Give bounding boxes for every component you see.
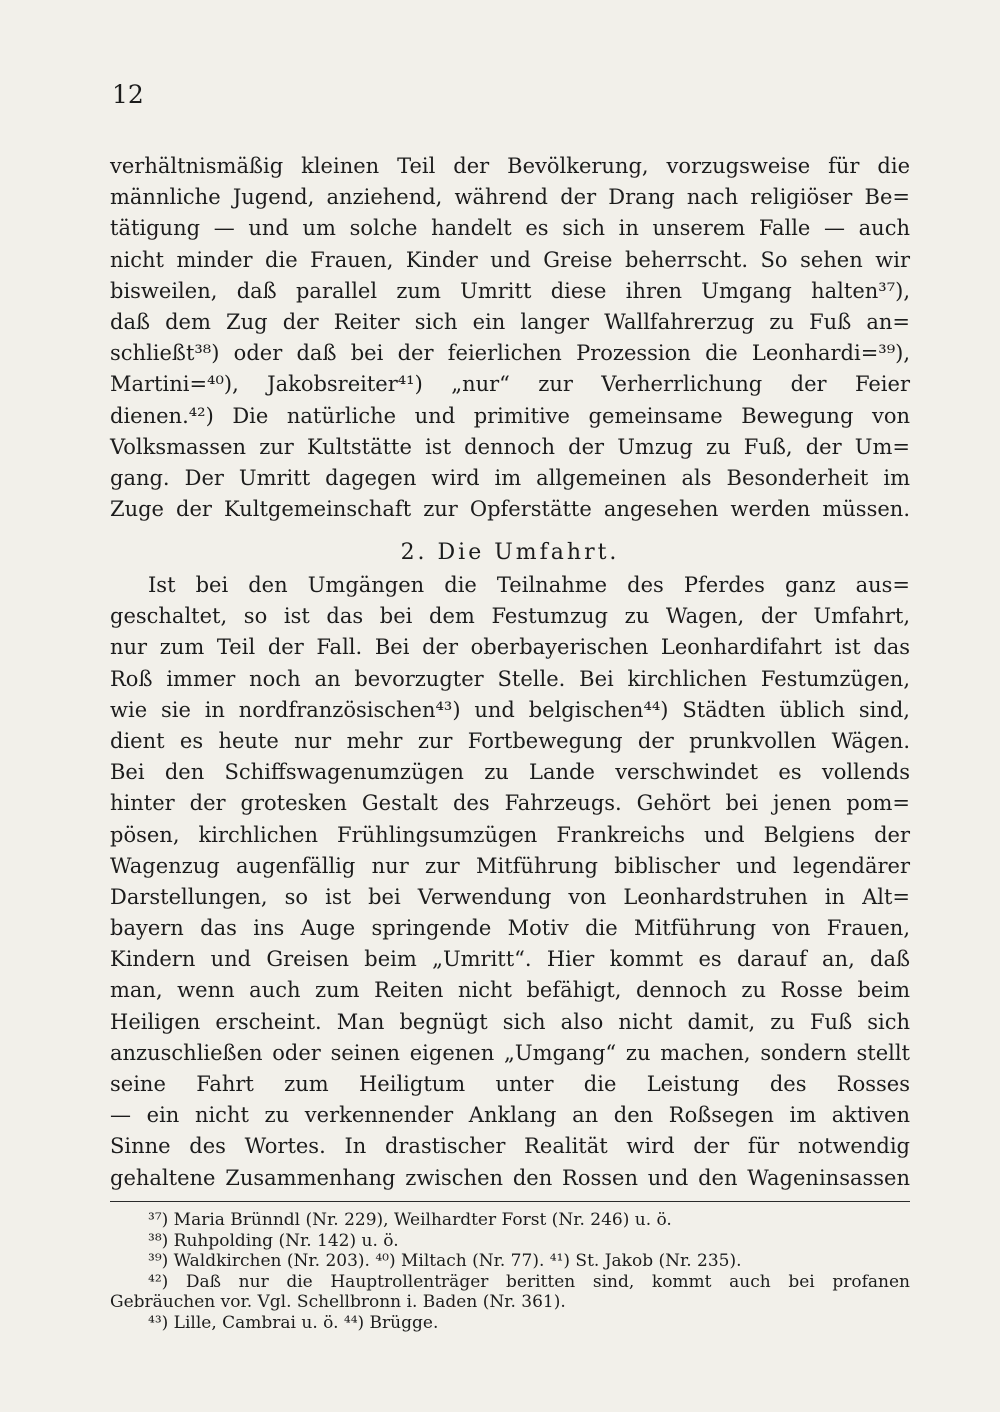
text-line: bayern das ins Auge springende Motiv die Mitführung von Frauen, <box>110 916 910 941</box>
text-line: pösen, kirchlichen Frühlingsumzügen Frankreichs und Belgiens der <box>110 822 910 847</box>
text-line: Darstellungen, so ist bei Verwendung von Leonhardstruhen in Alt= <box>110 884 910 909</box>
text-line: nicht minder die Frauen, Kinder und Greise beherrscht. So sehen wir <box>110 247 910 272</box>
text-line: Sinne des Wortes. In drastischer Realität wird der für notwendig <box>110 1134 910 1159</box>
text-line: Heiligen erscheint. Man begnügt sich also nicht damit, zu Fuß sich <box>110 1009 910 1034</box>
text-line: hinter der grotesken Gestalt des Fahrzeugs. Gehört bei jenen pom= <box>110 791 910 816</box>
text-line: Wagenzug augenfällig nur zur Mitführung biblischer und legendärer <box>110 853 910 878</box>
text-line: wie sie in nordfranzösischen⁴³) und belgischen⁴⁴) Städten üblich sind, <box>110 697 910 722</box>
text-line: Zuge der Kultgemeinschaft zur Opferstätte angesehen werden müssen. <box>110 497 910 522</box>
text-line: man, wenn auch zum Reiten nicht befähigt, dennoch zu Rosse beim <box>110 978 910 1003</box>
text-line: gehaltene Zusammenhang zwischen den Rossen und den Wageninsassen <box>110 1165 910 1190</box>
paragraph-1 <box>110 151 910 525</box>
footnote-divider <box>110 1201 910 1202</box>
text-line: bisweilen, daß parallel zum Umritt diese ihren Umgang halten³⁷), <box>110 278 910 303</box>
footnote: ³⁷) Maria Brünndl (Nr. 229), Weilhardter Forst (Nr. 246) u. ö. <box>148 1210 672 1230</box>
footnote: Gebräuchen vor. Vgl. Schellbronn i. Baden (Nr. 361). <box>110 1292 566 1313</box>
section-heading: 2. Die Umfahrt. <box>400 540 620 565</box>
text-line: anzuschließen oder seinen eigenen „Umgang“ zu machen, sondern stellt <box>110 1040 910 1065</box>
text-line: daß dem Zug der Reiter sich ein langer Wallfahrerzug zu Fuß an= <box>110 309 910 334</box>
text-line: Roß immer noch an bevorzugter Stelle. Bei kirchlichen Festumzügen, <box>110 666 910 691</box>
text-line: Bei den Schiffswagenumzügen zu Lande verschwindet es vollends <box>110 760 910 785</box>
text-line: gang. Der Umritt dagegen wird im allgemeinen als Besonderheit im <box>110 465 910 490</box>
text-line: nur zum Teil der Fall. Bei der oberbayerischen Leonhardifahrt ist das <box>110 635 910 660</box>
footnote: ⁴³) Lille, Cambrai u. ö. ⁴⁴) Brügge. <box>148 1312 439 1333</box>
footnote: ³⁸) Ruhpolding (Nr. 142) u. ö. <box>148 1230 399 1251</box>
text-line: dient es heute nur mehr zur Fortbewegung der prunkvollen Wägen. <box>110 728 910 753</box>
text-line: geschaltet, so ist das bei dem Festumzug zu Wagen, der Umfahrt, <box>110 604 910 629</box>
text-line: seine Fahrt zum Heiligtum unter die Leistung des Rosses <box>110 1072 910 1096</box>
text-line: Kindern und Greisen beim „Umritt“. Hier kommt es darauf an, daß <box>110 947 910 972</box>
text-line: Martini=⁴⁰), Jakobsreiter⁴¹) „nur“ zur Verherrlichung der Feier <box>110 372 910 397</box>
text-line: schließt³⁸) oder daß bei der feierlichen Prozession die Leonhardi=³⁹), <box>110 341 910 366</box>
text-line: — ein nicht zu verkennender Anklang an den Roßsegen im aktiven <box>110 1103 910 1128</box>
text-line: verhältnismäßig kleinen Teil der Bevölkerung, vorzugsweise für die <box>110 154 910 178</box>
text-line: Ist bei den Umgängen die Teilnahme des Pferdes ganz aus= <box>148 573 910 597</box>
text-line: männliche Jugend, anziehend, während der Drang nach religiöser Be= <box>110 185 910 210</box>
text-line: tätigung — und um solche handelt es sich in unserem Falle — auch <box>110 216 910 241</box>
text-line: dienen.⁴²) Die natürliche und primitive gemeinsame Bewegung von <box>110 403 910 428</box>
footnotes <box>110 1210 910 1334</box>
footnote: ³⁹) Waldkirchen (Nr. 203). ⁴⁰) Miltach (Nr. 77). ⁴¹) St. Jakob (Nr. 235). <box>148 1251 742 1272</box>
footnote: ⁴²) Daß nur die Hauptrollenträger beritten sind, kommt auch bei profanen <box>148 1271 910 1292</box>
paragraph-2 <box>110 570 910 1194</box>
page-number: 12 <box>112 80 144 109</box>
text-line: Volksmassen zur Kultstätte ist dennoch der Umzug zu Fuß, der Um= <box>110 434 910 459</box>
